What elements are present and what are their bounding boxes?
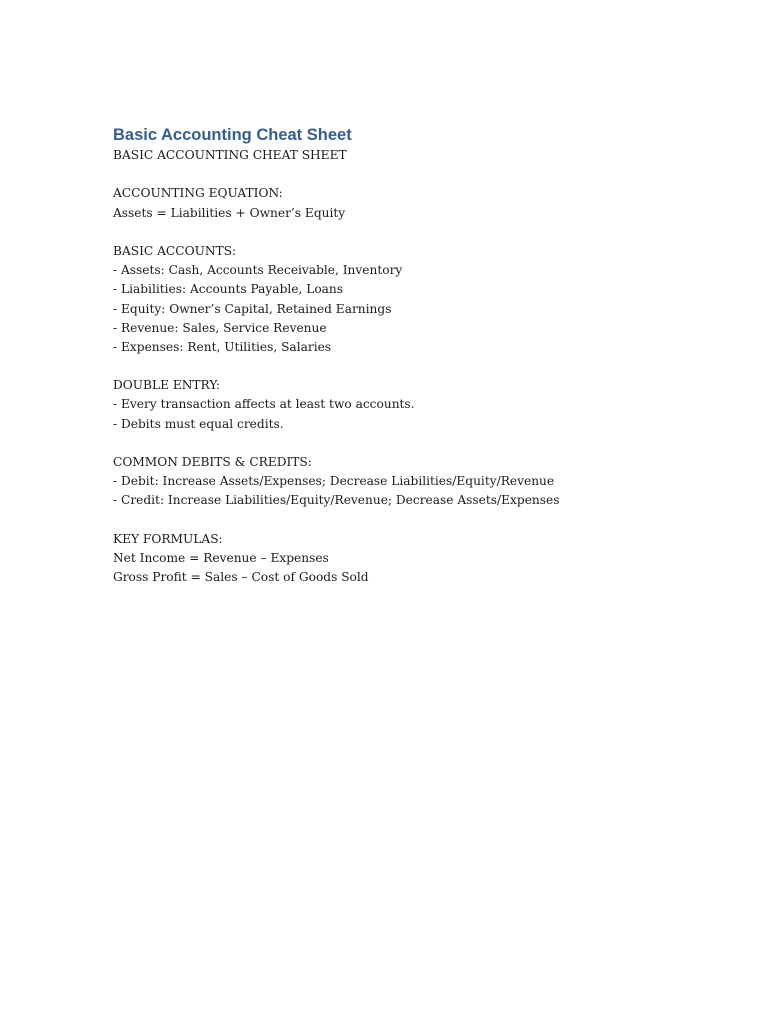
document-subtitle: BASIC ACCOUNTING CHEAT SHEET (113, 148, 347, 162)
section-line: - Expenses: Rent, Utilities, Salaries (113, 339, 332, 354)
section-line: - Every transaction affects at least two accounts. (113, 397, 415, 412)
section-key-formulas (113, 530, 733, 588)
section-heading: DOUBLE ENTRY: (113, 378, 220, 393)
section-line: - Equity: Owner’s Capital, Retained Earnings (113, 301, 392, 316)
section-line: - Assets: Cash, Accounts Receivable, Inventory (113, 263, 403, 278)
section-basic-accounts (113, 242, 733, 357)
section-heading: COMMON DEBITS & CREDITS: (113, 455, 312, 469)
section-heading: ACCOUNTING EQUATION: (113, 186, 283, 201)
section-line: - Debits must equal credits. (113, 416, 284, 431)
section-common-debits-credits (113, 453, 733, 511)
section-line: Assets = Liabilities + Owner’s Equity (113, 205, 346, 220)
section-double-entry (113, 376, 733, 434)
section-line: Gross Profit = Sales – Cost of Goods Sold (113, 570, 369, 585)
document-body (113, 124, 733, 587)
section-line: - Liabilities: Accounts Payable, Loans (113, 282, 344, 297)
section-line: Net Income = Revenue – Expenses (113, 550, 329, 565)
section-line: - Credit: Increase Liabilities/Equity/Revenue; Decrease Assets/Expenses (113, 493, 560, 508)
section-line: - Debit: Increase Assets/Expenses; Decrease Liabilities/Equity/Revenue (113, 474, 555, 489)
section-heading: BASIC ACCOUNTS: (113, 243, 237, 258)
section-line: - Revenue: Sales, Service Revenue (113, 320, 327, 335)
document-title: Basic Accounting Cheat Sheet (113, 126, 352, 144)
section-heading: KEY FORMULAS: (113, 531, 223, 546)
section-accounting-equation (113, 184, 733, 222)
